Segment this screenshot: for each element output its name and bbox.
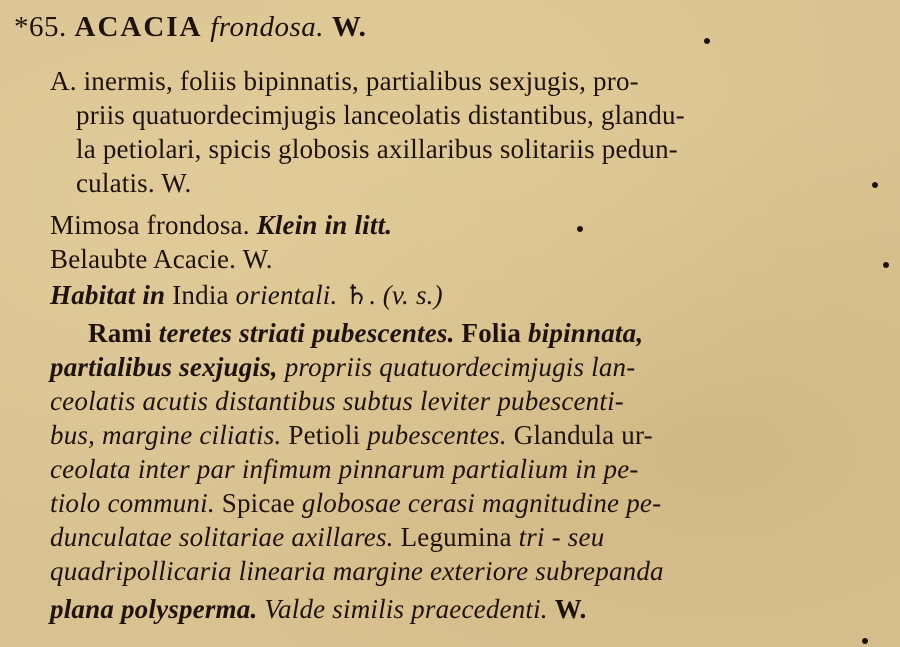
notes-word: Folia [461, 318, 522, 348]
ink-speck [872, 182, 878, 188]
notes-italic: plana polysperma. [50, 594, 258, 624]
notes-italic: tiolo communi. [50, 488, 215, 518]
habitat-place-qualifier: orientali. [235, 280, 338, 310]
notes-italic: bipinnata, [527, 318, 644, 348]
synonym-name: Mimosa frondosa. [50, 210, 250, 240]
notes-italic: globosae cerasi magnitudine pe- [301, 488, 662, 518]
habitat-place: India [172, 280, 229, 310]
notes-word: Rami [88, 318, 152, 348]
notes-line: quadripollicaria linearia margine exteriore subrepanda [50, 556, 664, 586]
species-name: frondosa. [210, 11, 325, 43]
notes-word: Petioli [288, 420, 361, 450]
notes-line [50, 520, 604, 554]
ink-speck [862, 638, 868, 644]
notes-italic: bus, margine ciliatis. [50, 420, 282, 450]
saturn-symbol: ♄. [344, 280, 376, 310]
habitat-note: (v. s.) [382, 280, 443, 310]
notes-word: Glandula ur- [513, 420, 653, 450]
habitat-line [50, 278, 443, 312]
notes-italic: partialibus sexjugis, [50, 352, 278, 382]
notes-italic: Valde similis praecedenti. [264, 594, 548, 624]
notes-line [50, 486, 661, 520]
entry-heading [14, 10, 366, 44]
notes-italic: tri - seu [518, 522, 605, 552]
notes-line: ceolata inter par infimum pinnarum partialium in pe- [50, 454, 639, 484]
notes-line [50, 418, 653, 452]
description-line: A. inermis, foliis bipinnatis, partialibus sexjugis, pro- [50, 66, 639, 96]
habitat-label: Habitat in [50, 280, 166, 310]
description-line: culatis. W. [76, 168, 192, 198]
notes-line [50, 350, 635, 384]
notes-word: Legumina [400, 522, 512, 552]
description-line: la petiolari, spicis globosis axillaribus solitariis pedun- [76, 134, 678, 164]
notes-author: W. [554, 594, 587, 624]
common-name: Belaubte Acacie. [50, 244, 237, 274]
synonym-mimosa [50, 208, 392, 242]
notes-italic: propriis quatuordecimjugis lan- [284, 352, 636, 382]
notes-italic: teretes striati pubescentes. [158, 318, 455, 348]
notes-italic: dunculatae solitariae axillares. [50, 522, 394, 552]
notes-line [50, 592, 586, 626]
notes-line: ceolatis acutis distantibus subtus leviter pubescenti- [50, 386, 624, 416]
ink-speck [577, 226, 583, 232]
synonym-reference: Klein in litt. [256, 210, 393, 240]
entry-author: W. [331, 11, 367, 43]
common-author: W. [242, 244, 273, 274]
notes-italic: pubescentes. [367, 420, 507, 450]
notes-line [88, 316, 643, 350]
ink-speck [883, 262, 889, 268]
entry-marker: * [14, 11, 29, 43]
ink-speck [704, 38, 710, 44]
synonym-common [50, 242, 273, 276]
genus-name: ACACIA [74, 11, 203, 43]
entry-number: 65. [29, 11, 67, 43]
description-line: priis quatuordecimjugis lanceolatis distantibus, glandu- [76, 100, 685, 130]
notes-word: Spicae [221, 488, 295, 518]
